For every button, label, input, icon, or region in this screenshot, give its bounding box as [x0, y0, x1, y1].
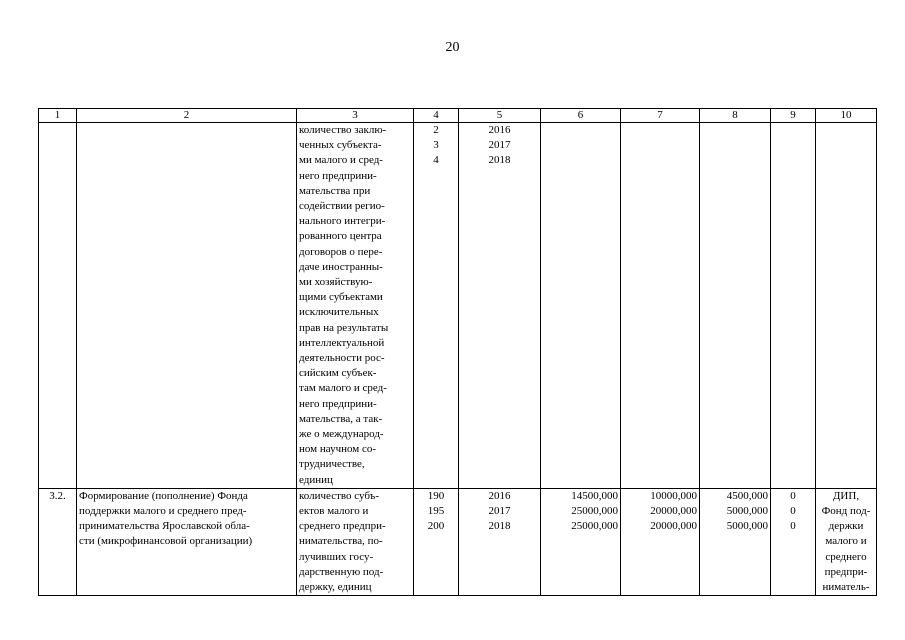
cell-line: Формирование (пополнение) Фонда	[79, 489, 248, 502]
row2-name	[77, 488, 297, 595]
cell-line: количество субъ-	[299, 489, 380, 502]
cell-line: держку, единиц	[299, 581, 372, 594]
row2-col8	[700, 488, 771, 595]
cell-line: 5000,000	[726, 505, 768, 518]
cell-line: 200	[427, 520, 445, 533]
cell-line: лучивших госу-	[299, 550, 374, 563]
header-col-9: 9	[771, 109, 816, 123]
page-number: 20	[445, 40, 460, 55]
cell-line: щими субъектами	[299, 291, 383, 304]
cell-line: 25000,000	[571, 520, 618, 533]
cell-line: предпри-	[824, 565, 868, 578]
cell-line: содействии регио-	[299, 200, 385, 213]
row1-col7	[621, 123, 700, 489]
cell-line: 14500,000	[571, 489, 618, 502]
cell-line: ниматель-	[822, 581, 870, 594]
row2-col7	[621, 488, 700, 595]
row1-col6	[541, 123, 621, 489]
cell-line: 2016	[488, 124, 511, 136]
header-col-5: 5	[459, 109, 541, 123]
row1-col8	[700, 123, 771, 489]
cell-line: нального интегри-	[299, 215, 386, 228]
table-row	[39, 488, 877, 595]
cell-line: ченных субъекта-	[299, 139, 382, 152]
header-col-7: 7	[621, 109, 700, 123]
row1-col10	[816, 123, 877, 489]
cell-line: него предприни-	[299, 169, 377, 182]
row1-values	[414, 123, 459, 489]
cell-line: мательства при	[299, 184, 371, 197]
cell-line: малого и	[825, 535, 867, 548]
row2-years	[459, 488, 541, 595]
cell-line: ектов малого и	[299, 505, 369, 518]
cell-line: трудничестве,	[299, 458, 365, 471]
cell-line: держки	[828, 520, 864, 533]
cell-line: 3	[433, 139, 439, 152]
cell-line: среднего предпри-	[299, 520, 386, 533]
cell-line: ми хозяйствую-	[299, 276, 373, 289]
row1-indicator	[297, 123, 414, 489]
row2-col10	[816, 488, 877, 595]
row2-number: 3.2.	[39, 488, 77, 595]
cell-line: 5000,000	[726, 520, 768, 533]
cell-line: 2018	[488, 154, 511, 167]
header-col-10: 10	[816, 109, 877, 123]
row1-number	[39, 123, 77, 489]
row2-col6	[541, 488, 621, 595]
cell-line: Фонд под-	[821, 505, 871, 518]
cell-line: принимательства Ярославской обла-	[79, 520, 250, 533]
cell-line: 10000,000	[650, 489, 697, 502]
cell-line: единиц	[299, 473, 333, 486]
program-table	[38, 108, 877, 596]
cell-line: сти (микрофинансовой организации)	[79, 535, 253, 548]
cell-line: 25000,000	[571, 505, 618, 518]
header-col-6: 6	[541, 109, 621, 123]
row1-years	[459, 123, 541, 489]
cell-line: дарственную под-	[299, 565, 384, 578]
row1-col9	[771, 123, 816, 489]
cell-line: ном научном со-	[299, 443, 377, 456]
cell-line: ДИП,	[832, 489, 860, 502]
cell-line: количество заклю-	[299, 124, 387, 136]
cell-line: 20000,000	[650, 520, 697, 533]
cell-line: интеллектуальной	[299, 336, 385, 349]
header-col-2: 2	[77, 109, 297, 123]
cell-line: 4500,000	[726, 489, 768, 502]
table-row	[39, 123, 877, 489]
header-col-1: 1	[39, 109, 77, 123]
cell-line: договоров о пере-	[299, 245, 383, 258]
cell-line: 2017	[488, 139, 511, 152]
cell-line: 0	[790, 489, 796, 502]
cell-line: исключительных	[299, 306, 379, 319]
cell-line: даче иностранны-	[299, 260, 383, 273]
cell-line: ми малого и сред-	[299, 154, 383, 167]
cell-line: 2017	[488, 505, 511, 518]
cell-line: поддержки малого и среднего пред-	[79, 505, 247, 518]
header-row	[39, 109, 877, 123]
cell-line: нимательства, по-	[299, 535, 383, 548]
header-col-3: 3	[297, 109, 414, 123]
cell-line: 0	[790, 520, 796, 533]
cell-line: деятельности рос-	[299, 352, 385, 365]
cell-line: 2018	[488, 520, 511, 533]
row1-name	[77, 123, 297, 489]
cell-line: же о международ-	[299, 428, 384, 441]
cell-line: среднего	[825, 550, 867, 563]
row2-values	[414, 488, 459, 595]
cell-line: 2016	[488, 489, 511, 502]
row2-col9	[771, 488, 816, 595]
cell-line: там малого и сред-	[299, 382, 387, 395]
cell-line: рованного центра	[299, 230, 382, 243]
cell-line: сийским субъек-	[299, 367, 377, 380]
header-col-8: 8	[700, 109, 771, 123]
header-col-4: 4	[414, 109, 459, 123]
cell-line: 195	[427, 505, 445, 518]
cell-line: него предприни-	[299, 397, 377, 410]
cell-line: 20000,000	[650, 505, 697, 518]
row2-indicator	[297, 488, 414, 595]
cell-line: 190	[427, 489, 445, 502]
cell-line: 4	[433, 154, 439, 167]
cell-line: 2	[433, 124, 439, 136]
cell-line: 0	[790, 505, 796, 518]
cell-line: прав на результаты	[299, 321, 389, 334]
cell-line: мательства, а так-	[299, 412, 383, 425]
